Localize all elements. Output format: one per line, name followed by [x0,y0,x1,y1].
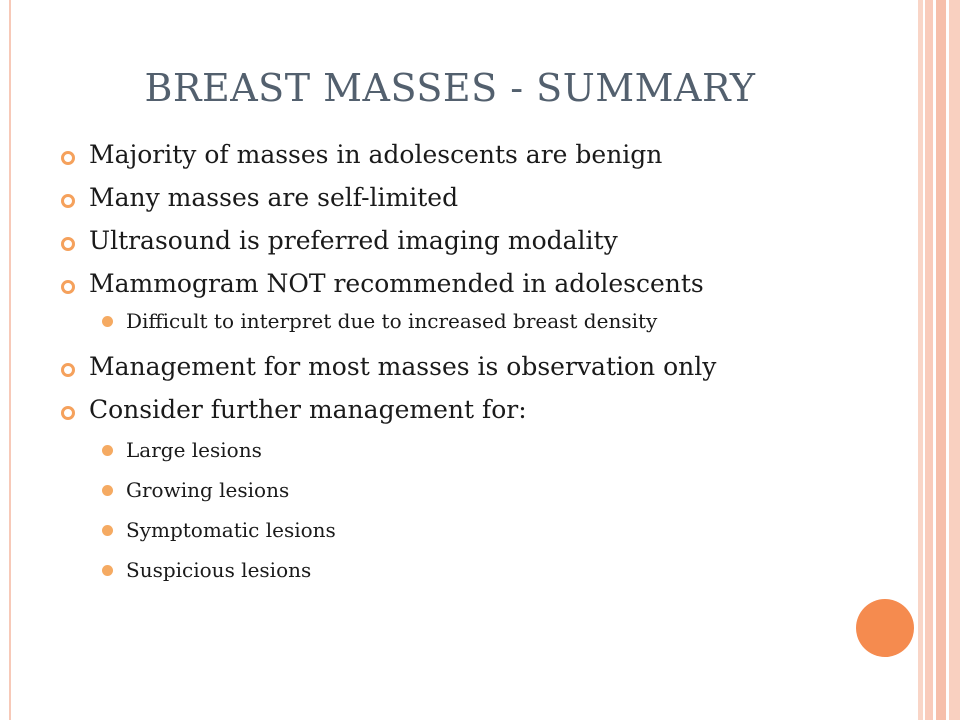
slide-title: BREAST MASSES - SUMMARY [144,66,756,110]
ring-bullet-icon [61,363,75,377]
bullet-item [60,140,860,170]
bullet-text: Ultrasound is preferred imaging modality [89,226,618,255]
bullet-item [60,183,860,213]
accent-circle [856,599,914,657]
dot-bullet-icon [102,445,113,456]
sub-bullet-item [60,437,860,463]
dot-bullet-icon [102,525,113,536]
dot-bullet-icon [102,485,113,496]
ring-bullet-icon [61,194,75,208]
bullet-item [60,226,860,256]
ring-bullet-icon [61,406,75,420]
ring-bullet-icon [61,280,75,294]
bullet-item [60,269,860,299]
sub-bullet-text: Symptomatic lesions [126,518,336,542]
right-stripe [925,0,933,720]
bullet-item [60,352,860,382]
bullet-text: Many masses are self-limited [89,183,459,212]
sub-bullet-text: Suspicious lesions [126,558,312,582]
bullet-text: Majority of masses in adolescents are benign [89,140,663,169]
ring-bullet-icon [61,151,75,165]
bullet-text: Management for most masses is observation only [89,352,717,381]
dot-bullet-icon [102,565,113,576]
sub-bullet-item [60,308,860,334]
right-stripe [936,0,946,720]
sub-bullet-text: Large lesions [126,438,262,462]
sub-bullet-text: Growing lesions [126,478,290,502]
bullet-text: Mammogram NOT recommended in adolescents [89,269,704,298]
sub-bullet-item [60,557,860,583]
bullet-list [60,140,860,597]
bullet-item [60,395,860,425]
sub-bullet-item [60,517,860,543]
bullet-text: Consider further management for: [89,395,527,424]
sub-bullet-item [60,477,860,503]
dot-bullet-icon [102,316,113,327]
ring-bullet-icon [61,237,75,251]
right-stripe [949,0,960,720]
sub-bullet-text: Difficult to interpret due to increased breast density [126,309,658,333]
